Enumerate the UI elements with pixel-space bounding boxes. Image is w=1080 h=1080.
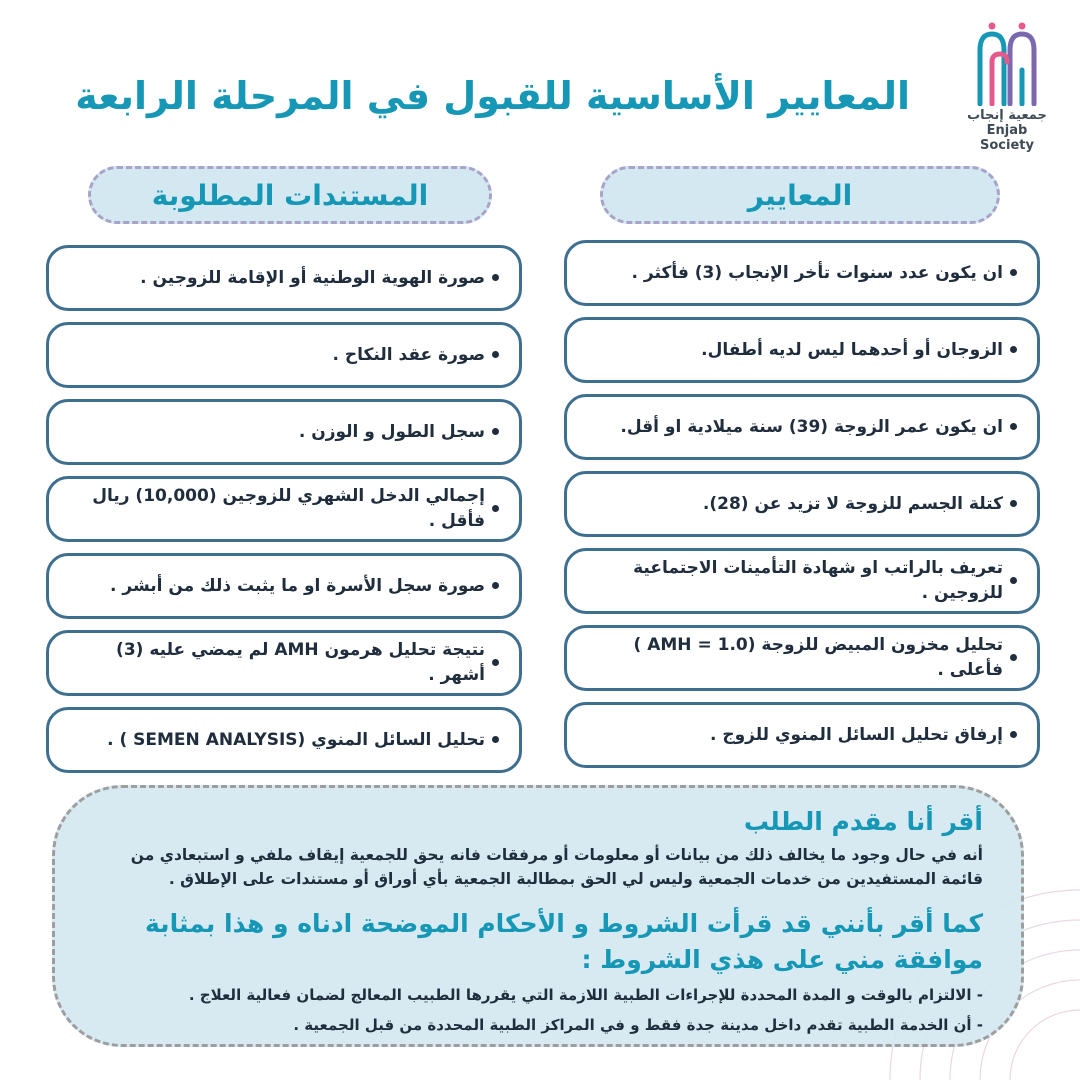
declaration-box	[52, 785, 1024, 1047]
document-item	[46, 245, 522, 311]
bullet-icon	[492, 351, 499, 358]
bullet-icon	[492, 428, 499, 435]
criteria-item-text: تعريف بالراتب او شهادة التأمينات الاجتماعية للزوجين .	[633, 558, 1003, 603]
criteria-item	[564, 548, 1040, 614]
bullet-icon	[492, 505, 499, 512]
document-item-text: صورة عقد النكاح .	[332, 344, 485, 365]
logo-name-english: Enjab Society	[980, 123, 1034, 153]
criteria-list	[564, 240, 1040, 779]
document-item	[46, 630, 522, 696]
bullet-icon	[1010, 731, 1017, 738]
bullet-icon	[1010, 423, 1017, 430]
declaration-condition: - الالتزام بالوقت و المدة المحددة للإجراءات الطبية اللازمة التي يقررها الطبيب المعالج لضمان فعالية العلاج .	[188, 985, 983, 1004]
criteria-item-text: تحليل مخزون المبيض للزوجة (AMH = 1.0 ) فأعلى .	[633, 635, 1003, 680]
document-item	[46, 476, 522, 542]
criteria-item-text: ان يكون عدد سنوات تأخر الإنجاب (3) فأكثر .	[631, 262, 1003, 283]
bullet-icon	[492, 274, 499, 281]
criteria-item	[564, 317, 1040, 383]
criteria-item	[564, 394, 1040, 460]
criteria-item	[564, 625, 1040, 691]
bullet-icon	[1010, 269, 1017, 276]
criteria-item-text: كتلة الجسم للزوجة لا تزيد عن (28).	[702, 493, 1003, 514]
page-title: المعايير الأساسية للقبول في المرحلة الرابعة	[75, 74, 910, 118]
criteria-item-text: الزوجان أو أحدهما ليس لديه أطفال.	[701, 339, 1003, 360]
document-item-text: صورة سجل الأسرة او ما يثبت ذلك من أبشر .	[110, 575, 485, 596]
declaration-body: أنه في حال وجود ما يخالف ذلك من بيانات أو معلومات أو مرفقات فانه يحق للجمعية إيقاف ملفي و استبعادي من قائمة المستفيدين من خدمات الجمعية وليس لي الحق بمطالبة الجمعية بأي أوراق أو مستندات على الإطلاق .	[130, 845, 983, 889]
declaration-statement: كما أقر بأنني قد قرأت الشروط و الأحكام الموضحة ادناه و هذا بمثابة موافقة مني على هذي الشروط :	[145, 909, 983, 975]
documents-list	[46, 245, 522, 784]
bullet-icon	[1010, 500, 1017, 507]
document-item-text: إجمالي الدخل الشهري للزوجين (10,000) ريال فأقل .	[92, 486, 485, 531]
document-item	[46, 707, 522, 773]
document-item	[46, 399, 522, 465]
declaration-condition: - أن الخدمة الطبية تقدم داخل مدينة جدة فقط و في المراكز الطبية المحددة من قبل الجمعية .	[293, 1016, 983, 1035]
bullet-icon	[1010, 654, 1017, 661]
logo-name-arabic: جمعية إنجاب	[967, 108, 1047, 123]
declaration-heading: أقر أنا مقدم الطلب	[743, 807, 983, 836]
criteria-item-text: إرفاق تحليل السائل المنوي للزوج .	[709, 724, 1003, 745]
document-item	[46, 553, 522, 619]
bullet-icon	[1010, 346, 1017, 353]
bullet-icon	[492, 736, 499, 743]
criteria-item	[564, 471, 1040, 537]
document-item-text: سجل الطول و الوزن .	[298, 421, 485, 442]
bullet-icon	[1010, 577, 1017, 584]
enjab-logo	[962, 22, 1052, 153]
criteria-item	[564, 702, 1040, 768]
document-item-text: تحليل السائل المنوي (SEMEN ANALYSIS ) .	[107, 729, 485, 750]
bullet-icon	[492, 659, 499, 666]
document-item-text: صورة الهوية الوطنية أو الإقامة للزوجين .	[140, 267, 485, 288]
documents-header: المستندات المطلوبة	[88, 166, 492, 224]
enjab-logo-icon	[972, 22, 1042, 106]
document-item	[46, 322, 522, 388]
document-item-text: نتيجة تحليل هرمون AMH لم يمضي عليه (3) أشهر .	[116, 640, 485, 685]
criteria-header: المعايير	[600, 166, 1000, 224]
criteria-item	[564, 240, 1040, 306]
bullet-icon	[492, 582, 499, 589]
criteria-item-text: ان يكون عمر الزوجة (39) سنة ميلادية او أقل.	[620, 416, 1003, 437]
